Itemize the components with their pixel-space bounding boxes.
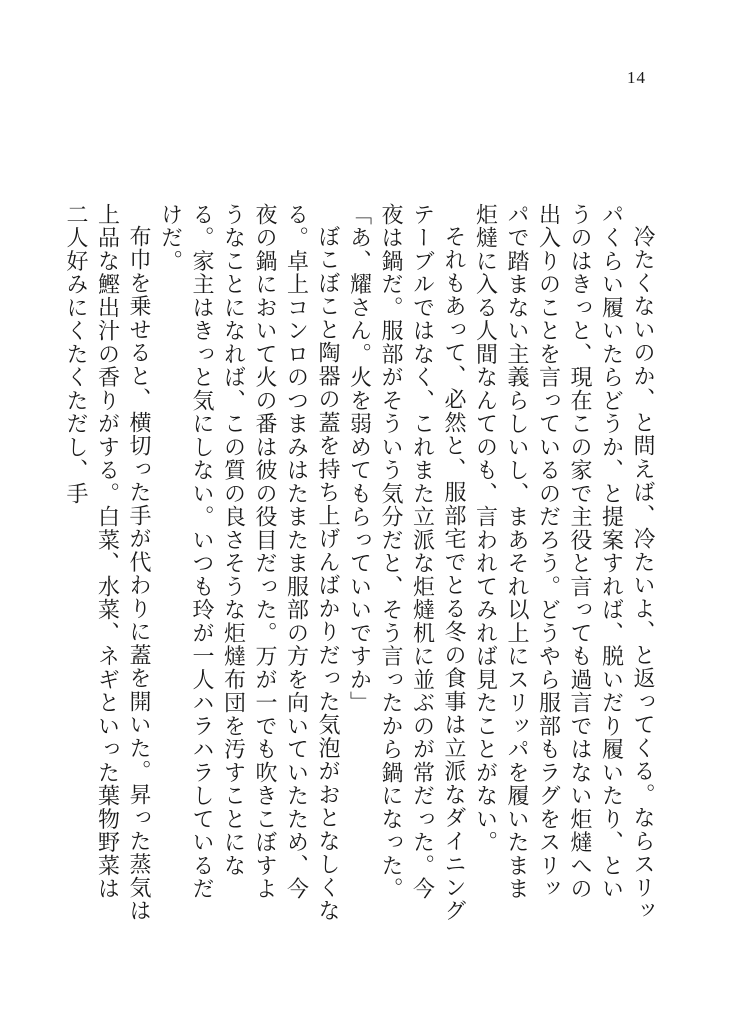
body-text [63, 203, 658, 923]
paragraph: 冷たくないのか、と問えば、冷たいよ、と返ってくる。ならスリッパくらい履いたらどうか、と提案すれば、脱いだり履いたり、というのはきっと、現在この家で主役と言っても過言ではない炬燵への出入りのことを言っているのだろう。どうやら服部もラグをスリッパで踏まない主義らしいし、まあそれ以上にスリッパを履いたまま炬燵に入る人間なんてのも、言われてみれば見たことがない。 [472, 203, 655, 923]
dialogue-paragraph: 「あ、耀さん。火を弱めてもらっていいですか」 [346, 203, 372, 715]
paragraph: 布巾を乗せると、横切った手が代わりに蓋を開いた。昇った蒸気は上品な鰹出汁の香りがする。白菜、水菜、ネギといった葉物野菜は二人好みにくたくただし、手 [63, 203, 151, 923]
paragraph: ぼこぼこと陶器の蓋を持ち上げんばかりだった気泡がおとなしくなる。卓上コンロのつまみはたまたま服部の方を向いていたため、今夜の鍋において火の番は彼の役目だった。万が一でも吹きこぼすようなことになれば、この質の良さそうな炬燵布団を汚すことになる。家主はきっと気にしない。いつも玲が一人ハラハラしているだけだ。 [157, 203, 340, 923]
paragraph: それもあって、必然と、服部宅でとる冬の食事は立派なダイニングテーブルではなく、これまた立派な炬燵机に並ぶのが常だった。今夜は鍋だ。服部がそういう気分だと、そう言ったから鍋になった。 [378, 203, 466, 923]
page-number: 14 [627, 68, 646, 87]
